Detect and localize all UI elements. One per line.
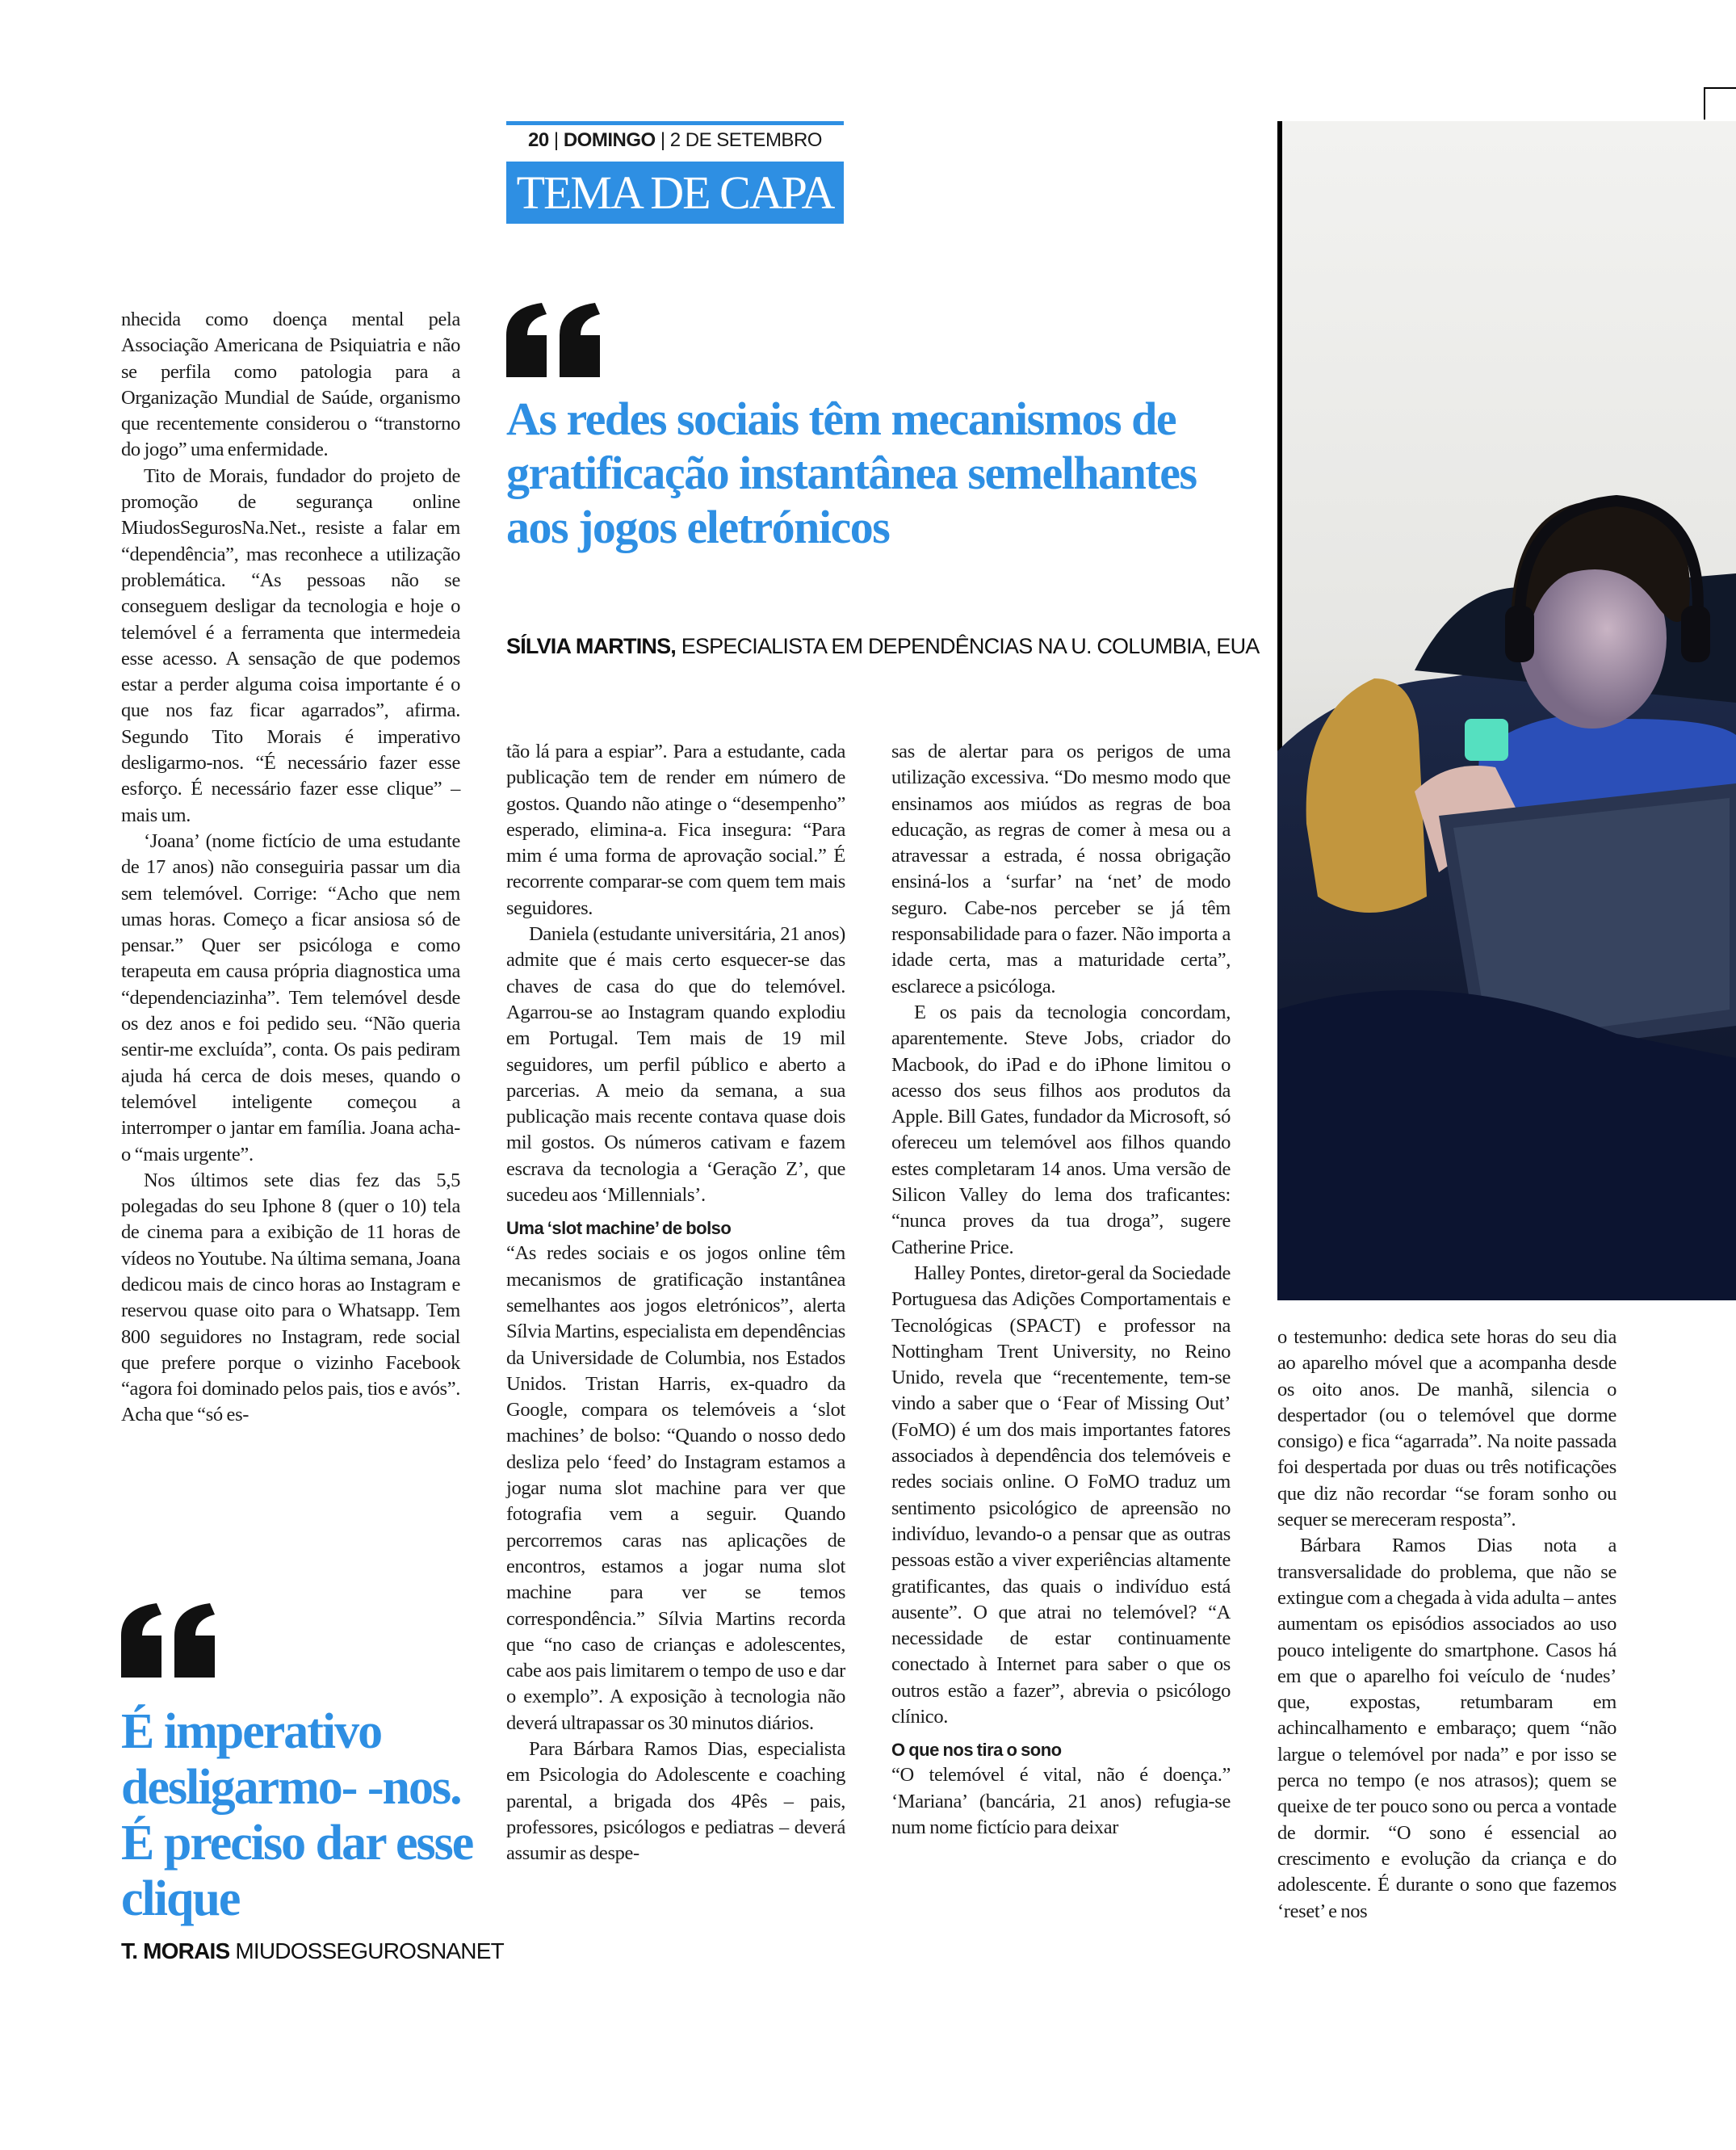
article-column-4 xyxy=(1277,1325,1616,1925)
paragraph: “O telemóvel é vital, não é doença.” ‘Mariana’ (bancária, 21 anos) refugia-se num nome fictício para deixar xyxy=(891,1764,1231,1838)
paragraph: tão lá para a espiar”. Para a estudante, cada publicação tem de render em número de gostos. Quando não atinge o “desempenho” esperado, elimina-a. Fica insegura: “Para mim é uma forma de aprovação social.” É recorrente comparar-se com quem tem mais seguidores. xyxy=(506,741,845,919)
crop-mark xyxy=(1704,87,1736,89)
side-pull-quote: É imperativo desligarmo- -nos. É preciso dar esse clique xyxy=(121,1704,473,1926)
side-quote-credit xyxy=(121,1938,504,1964)
paragraph: Nos últimos sete dias fez das 5,5 polegadas do seu Iphone 8 (quer o 10) tela de cinema para a exibição de 11 horas de vídeos no Youtube. Na última semana, Joana dedicou mais de cinco horas ao Instagram e reservou quase oito para o Whatsapp. Tem 800 seguidores no Instagram, rede social que prefere porque o vizinho Facebook “agora foi dominado pelos pais, tios e avós”. Acha que “só es- xyxy=(121,1169,460,1426)
main-quote-author: SÍLVIA MARTINS, xyxy=(506,634,676,658)
side-quote-source: MIUDOSSEGUROSNANET xyxy=(235,1938,504,1963)
section-tag: TEMA DE CAPA xyxy=(506,162,844,224)
date: 2 DE SETEMBRO xyxy=(669,129,822,151)
paragraph: sas de alertar para os perigos de uma utilização excessiva. “Do mesmo modo que ensinamos aos miúdos as regras de boa educação, as regras de comer à mesa ou a atravessar a estrada, é nossa obrigação ensiná-los a ‘surfar’ na ‘net’ de modo seguro. Cabe-nos perceber se já têm responsabilidade para o fazer. Não importa a idade certa, mas a maturidade certa”, esclarece a psicóloga. xyxy=(891,741,1231,997)
crop-mark xyxy=(1704,87,1705,120)
main-pull-quote: As redes sociais têm mecanismos de gratificação instantânea semelhantes aos jogos eletrónicos xyxy=(506,393,1197,553)
subheading: Uma ‘slot machine’ de bolso xyxy=(506,1218,732,1239)
side-quote-author: T. MORAIS xyxy=(121,1938,230,1963)
open-quote-icon xyxy=(506,303,603,377)
subheading: O que nos tira o sono xyxy=(891,1740,1062,1761)
paragraph: Daniela (estudante universitária, 21 anos) admite que é mais certo esquecer-se das chaves de casa do que do telemóvel. Agarrou-se ao Instagram quando explodiu em Portugal. Tem mais de 19 mil seguidores, um perfil público e aberto a parcerias. A meio da semana, a sua publicação mais recente contava quase dois mil gostos. Os números cativam e fazem escrava da tecnologia a ‘Geração Z’, que sucedeu aos ‘Millennials’. xyxy=(506,923,845,1207)
page-folio: 20 | DOMINGO | 2 DE SETEMBRO xyxy=(528,129,822,151)
paragraph: nhecida como doença mental pela Associação Americana de Psiquiatria e não se perfila como patologia para a Organização Mundial de Saúde, organismo que recentemente considerou o “transtorno do jogo” uma enfermidade. xyxy=(121,309,460,461)
paragraph: Tito de Morais, fundador do projeto de promoção de segurança online MiudosSegurosNa.Net., resiste a falar em “dependência”, mas reconhece a utilização problemática. “As pessoas não se conseguem desligar da tecnologia e hoje o telemóvel é a ferramenta que intermedeia esse acesso. A sensação de que podemos estar a perder alguma coisa importante é o que nos faz ficar agarrados”, afirma. Segundo Tito Morais é imperativo desligarmo-nos. “É necessário fazer esse esforço. É necessário fazer esse clique” – mais um. xyxy=(121,464,460,826)
weekday: DOMINGO xyxy=(563,129,656,151)
article-column-2 xyxy=(506,739,845,1867)
article-photo xyxy=(1277,121,1736,1300)
page-number: 20 xyxy=(528,129,549,151)
article-column-3 xyxy=(891,739,1231,1841)
main-quote-role: ESPECIALISTA EM DEPENDÊNCIAS NA U. COLUMBIA, EUA xyxy=(681,634,1260,658)
paragraph: Halley Pontes, diretor-geral da Sociedade Portuguesa das Adições Comportamentais e Tecnológicas (SPACT) e professor na Nottingham Trent University, no Reino Unido, revela que “recentemente, tem-se vindo a saber que o ‘Fear of Missing Out’ (FoMO) é um dos mais importantes fatores associados à dependência dos telemóveis e redes sociais online. O FoMO traduz um sentimento psicológico de apreensão no indivíduo, levando-o a pensar que as outras pessoas estão a viver experiências altamente gratificantes, das quais o indivíduo está ausente”. O que atrai no telemóvel? “A necessidade de estar continuamente conectado à Internet para saber o que os outros estão a fazer”, abrevia o psicólogo clínico. xyxy=(891,1262,1231,1728)
header-rule xyxy=(506,121,844,125)
paragraph: ‘Joana’ (nome fictício de uma estudante de 17 anos) não conseguiria passar um dia sem telemóvel. Corrige: “Acho que nem umas horas. Começo a ficar ansiosa só de pensar.” Quer ser psicóloga e como terapeuta em causa própria diagnostica uma “dependenciazinha”. Tem telemóvel desde os dez anos e foi pedido seu. “Não queria sentir-me excluída”, conta. Os pais pediram ajuda há cerca de dois meses, quando o telemóvel inteligente começou a interromper o jantar em família. Joana acha-o “mais urgente”. xyxy=(121,829,460,1165)
open-quote-icon xyxy=(121,1603,218,1678)
paragraph: E os pais da tecnologia concordam, aparentemente. Steve Jobs, criador do Macbook, do iPad e do iPhone limitou o acesso dos seus filhos aos produtos da Apple. Bill Gates, fundador da Microsoft, só ofereceu um telemóvel aos filhos quando estes completaram 14 anos. Uma versão de Silicon Valley do lema dos traficantes: “nunca proves da tua droga”, sugere Catherine Price. xyxy=(891,1001,1231,1258)
paragraph: o testemunho: dedica sete horas do seu dia ao aparelho móvel que a acompanha desde os oito anos. De manhã, silencia o despertador (ou o telemóvel que dorme consigo) e fica “agarrada”. Na noite passada foi despertada por duas ou três notificações que diz não recordar “se foram sonho ou sequer se mereceram resposta”. xyxy=(1277,1326,1616,1531)
main-quote-credit xyxy=(506,634,1260,659)
article-column-1 xyxy=(121,307,460,1429)
paragraph: “As redes sociais e os jogos online têm mecanismos de gratificação instantânea semelhantes aos jogos eletrónicos”, alerta Sílvia Martins, especialista em dependências da Universidade de Columbia, nos Estados Unidos. Tristan Harris, ex-quadro da Google, compara os telemóveis a ‘slot machines’ de bolso: “Quando o nosso dedo desliza pelo ‘feed’ do Instagram estamos a jogar numa slot machine para ver que fotografia vem a seguir. Quando percorremos caras nas aplicações de encontros, estamos a jogar numa slot machine para ver se temos correspondência.” Sílvia Martins recorda que “no caso de crianças e adolescentes, cabe aos pais limitarem o tempo de uso e dar o exemplo”. A exposição à tecnologia não deverá ultrapassar os 30 minutos diários. xyxy=(506,1242,845,1734)
paragraph: Para Bárbara Ramos Dias, especialista em Psicologia do Adolescente e coaching parental, a brigada dos 4Pês – pais, professores, psicólogos e pediatras – deverá assumir as despe- xyxy=(506,1737,845,1865)
paragraph: Bárbara Ramos Dias nota a transversalidade do problema, que não se extingue com a chegada à vida adulta – antes aumentam os episódios associados ao uso pouco inteligente do smartphone. Casos há em que o aparelho foi veículo de ‘nudes’ que, expostas, retumbaram em achincalhamento e embaraço; quem “não largue o telemóvel por nada” e por isso se perca no tempo (e nos atrasos); quem se queixe de ter pouco sono ou perca a vontade de dormir. “O sono é essencial ao crescimento e evolução da criança e do adolescente. É durante o sono que fazemos ‘reset’ e nos xyxy=(1277,1535,1616,1922)
